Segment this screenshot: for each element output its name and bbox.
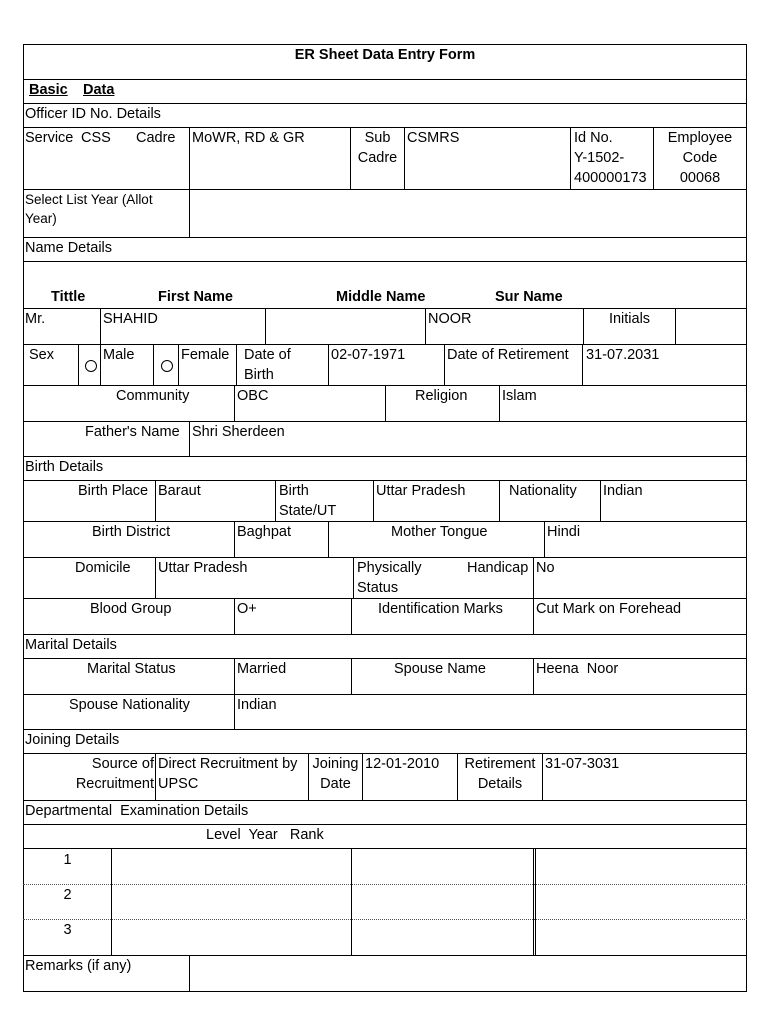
source-label: Source of	[91, 756, 154, 772]
handicap-label: Handicap	[467, 560, 529, 576]
rule	[362, 753, 363, 800]
birth-district-value[interactable]: Baghpat	[237, 524, 292, 540]
dor-value[interactable]: 31-07.2031	[586, 347, 660, 363]
rule	[353, 557, 354, 598]
rule	[153, 344, 154, 385]
rule	[23, 955, 747, 956]
community-value[interactable]: OBC	[237, 388, 269, 404]
spouse-name-value[interactable]: Heena Noor	[536, 661, 619, 677]
employee-code-label-2: Code	[682, 150, 718, 166]
rule	[675, 308, 676, 344]
sur-name-value[interactable]: NOOR	[428, 311, 472, 327]
spouse-nationality-label: Spouse Nationality	[69, 697, 190, 713]
cadre-label: Cadre	[136, 130, 176, 146]
middle-name-column-header: Middle Name	[336, 289, 426, 305]
select-list-label-2: Year)	[25, 211, 57, 226]
first-name-column-header: First Name	[158, 289, 233, 305]
remarks-label: Remarks (if any)	[25, 958, 132, 974]
handicap-value[interactable]: No	[536, 560, 555, 576]
id-no-label: Id No.	[574, 130, 613, 146]
female-label: Female	[181, 347, 230, 363]
rule	[600, 480, 601, 521]
rule	[234, 694, 235, 729]
birth-state-value[interactable]: Uttar Pradesh	[376, 483, 466, 499]
rule	[535, 848, 536, 955]
physically-label-2: Status	[357, 580, 399, 596]
father-name-label: Father's Name	[85, 424, 180, 440]
basic-label: Basic	[29, 82, 68, 98]
nationality-label: Nationality	[509, 483, 577, 499]
identification-marks-value[interactable]: Cut Mark on Forehead	[536, 601, 682, 617]
employee-code-label: Employee	[667, 130, 733, 146]
source-value-2[interactable]: UPSC	[158, 776, 199, 792]
birth-state-label-2: State/UT	[279, 503, 337, 519]
rule	[100, 344, 101, 385]
rule	[275, 480, 276, 521]
exam-row-number: 1	[63, 852, 72, 868]
rule	[351, 848, 352, 955]
departmental-exam-heading: Departmental Examination Details	[25, 803, 249, 819]
father-name-value[interactable]: Shri Sherdeen	[192, 424, 285, 440]
rule	[533, 848, 534, 955]
domicile-value[interactable]: Uttar Pradesh	[158, 560, 248, 576]
rule	[265, 308, 266, 344]
birth-state-label: Birth	[279, 483, 309, 499]
rule	[23, 261, 747, 262]
dob-value[interactable]: 02-07-1971	[331, 347, 406, 363]
rule	[542, 753, 543, 800]
rule	[23, 824, 747, 825]
exam-row-number: 3	[63, 922, 72, 938]
rule	[23, 848, 747, 849]
rule	[189, 189, 190, 237]
rule	[189, 421, 190, 456]
rule	[155, 753, 156, 800]
spouse-name-label: Spouse Name	[394, 661, 486, 677]
blood-group-value[interactable]: O+	[237, 601, 257, 617]
dob-label-2: Birth	[244, 367, 274, 383]
rule	[385, 385, 386, 421]
rule	[570, 127, 571, 189]
mother-tongue-value[interactable]: Hindi	[547, 524, 581, 540]
exam-row-number: 2	[63, 887, 72, 903]
employee-code-value[interactable]: 00068	[679, 170, 721, 186]
joining-date-label: Joining	[312, 756, 359, 772]
marital-status-value[interactable]: Married	[237, 661, 287, 677]
blood-group-label: Blood Group	[90, 601, 172, 617]
rule	[234, 658, 235, 694]
retirement-details-label: Retirement	[464, 756, 536, 772]
name-details-heading: Name Details	[25, 240, 113, 256]
rule	[155, 557, 156, 598]
domicile-label: Domicile	[75, 560, 131, 576]
rule	[189, 955, 190, 991]
rule	[328, 521, 329, 557]
rule	[533, 557, 534, 598]
community-label: Community	[116, 388, 190, 404]
female-radio[interactable]	[161, 360, 173, 372]
retirement-details-value[interactable]: 31-07-3031	[545, 756, 620, 772]
rule	[234, 598, 235, 634]
rule	[23, 79, 747, 80]
rule	[328, 344, 329, 385]
rule	[189, 127, 190, 189]
birth-district-label: Birth District	[92, 524, 171, 540]
dor-label: Date of Retirement	[447, 347, 569, 363]
rule	[533, 658, 534, 694]
marital-status-label: Marital Status	[87, 661, 176, 677]
rule	[533, 598, 534, 634]
joining-date-value[interactable]: 12-01-2010	[365, 756, 440, 772]
mother-tongue-label: Mother Tongue	[391, 524, 488, 540]
sub-cadre-label: Sub	[364, 130, 391, 146]
form-title: ER Sheet Data Entry Form	[294, 47, 476, 63]
rule	[155, 480, 156, 521]
cadre-value[interactable]: MoWR, RD & GR	[192, 130, 305, 146]
rule	[425, 308, 426, 344]
rule	[234, 385, 235, 421]
rule	[373, 480, 374, 521]
data-label: Data	[83, 82, 115, 98]
exam-columns-header: Level Year Rank	[206, 827, 324, 843]
sub-cadre-label-2: Cadre	[357, 150, 398, 166]
joining-details-heading: Joining Details	[25, 732, 120, 748]
rule	[23, 919, 747, 920]
retirement-details-label-2: Details	[477, 776, 523, 792]
marital-details-heading: Marital Details	[25, 637, 117, 653]
rule	[444, 344, 445, 385]
rule	[78, 344, 79, 385]
rule	[544, 521, 545, 557]
joining-date-label-2: Date	[320, 776, 351, 792]
rule	[351, 598, 352, 634]
nationality-value[interactable]: Indian	[603, 483, 643, 499]
rule	[178, 344, 179, 385]
rule	[23, 884, 747, 885]
title-column-header: Tittle	[51, 289, 86, 305]
rule	[23, 729, 747, 730]
officer-id-heading: Officer ID No. Details	[25, 106, 161, 122]
spouse-nationality-value[interactable]: Indian	[237, 697, 277, 713]
rule	[499, 480, 500, 521]
birth-place-label: Birth Place	[78, 483, 149, 499]
rule	[23, 634, 747, 635]
rule	[111, 848, 112, 955]
sub-cadre-value[interactable]: CSMRS	[407, 130, 460, 146]
rule	[499, 385, 500, 421]
birth-details-heading: Birth Details	[25, 459, 104, 475]
id-no-value-2[interactable]: 400000173	[574, 170, 647, 186]
male-label: Male	[103, 347, 135, 363]
service-label: Service	[25, 130, 74, 146]
rule	[23, 237, 747, 238]
sur-name-column-header: Sur Name	[495, 289, 563, 305]
rule	[351, 658, 352, 694]
physically-label: Physically	[357, 560, 422, 576]
source-value[interactable]: Direct Recruitment by	[158, 756, 298, 772]
initials-label: Initials	[608, 311, 651, 327]
male-radio[interactable]	[85, 360, 97, 372]
id-no-value[interactable]: Y-1502-	[574, 150, 625, 166]
rule	[23, 456, 747, 457]
rule	[404, 127, 405, 189]
birth-place-value[interactable]: Baraut	[158, 483, 201, 499]
first-name-value[interactable]: SHAHID	[103, 311, 158, 327]
dob-label: Date of	[244, 347, 291, 363]
religion-value[interactable]: Islam	[502, 388, 537, 404]
service-value[interactable]: CSS	[81, 130, 111, 146]
rule	[236, 344, 237, 385]
sex-label: Sex	[29, 347, 54, 363]
source-label-2: Recruitment	[75, 776, 154, 792]
religion-label: Religion	[415, 388, 468, 404]
identification-marks-label: Identification Marks	[378, 601, 503, 617]
rule	[234, 521, 235, 557]
rule	[100, 308, 101, 344]
rule	[582, 344, 583, 385]
select-list-label: Select List Year (Allot	[25, 192, 153, 207]
title-value[interactable]: Mr.	[25, 311, 46, 327]
